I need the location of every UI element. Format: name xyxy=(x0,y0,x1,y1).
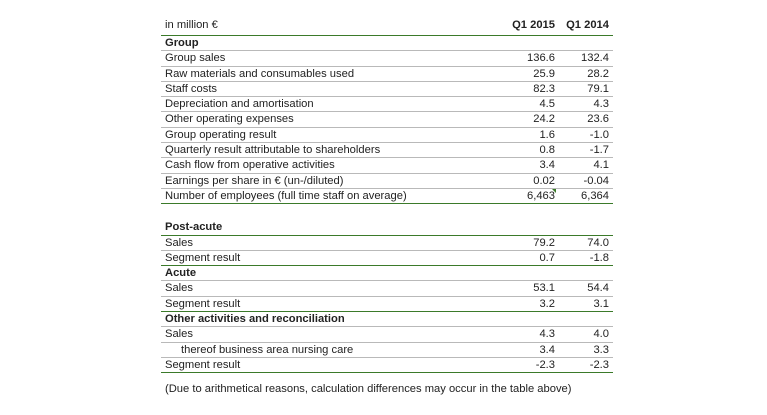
table-row xyxy=(161,112,613,127)
value-q1-2014: -0.04 xyxy=(583,174,609,187)
value-q1-2014: 132.4 xyxy=(581,52,609,65)
value-q1-2014: 23.6 xyxy=(587,113,609,126)
value-q1-2014: -1.8 xyxy=(589,251,609,264)
table-row xyxy=(161,97,613,112)
row-label: Sales xyxy=(165,282,193,295)
value-q1-2015: 4.5 xyxy=(539,98,555,111)
value-q1-2015: -2.3 xyxy=(535,358,555,371)
value-q1-2014: 79.1 xyxy=(587,82,609,95)
section-title: Other activities and reconciliation xyxy=(165,313,345,326)
table-row xyxy=(161,189,613,204)
table-row xyxy=(161,251,613,266)
value-q1-2015: 82.3 xyxy=(533,82,555,95)
value-q1-2015: 24.2 xyxy=(533,113,555,126)
row-label: Raw materials and consumables used xyxy=(165,67,355,80)
footnote: (Due to arithmetical reasons, calculation differences may occur in the table above) xyxy=(165,383,572,396)
value-q1-2015: 3.4 xyxy=(539,159,555,172)
row-label: Segment result xyxy=(165,251,241,264)
row-label: Depreciation and amortisation xyxy=(165,98,314,111)
col-header-q1-2014: Q1 2014 xyxy=(566,19,609,31)
row-label: thereof business area nursing care xyxy=(181,343,354,356)
table-row xyxy=(161,358,613,373)
row-label: Other operating expenses xyxy=(165,113,294,126)
financial-table xyxy=(161,0,613,395)
value-q1-2014: 6,364 xyxy=(581,189,609,202)
table-row xyxy=(161,297,613,312)
value-q1-2015: 3.2 xyxy=(539,297,555,310)
table-row xyxy=(161,143,613,158)
section-title: Acute xyxy=(165,267,197,280)
section-title: Group xyxy=(165,37,199,49)
value-q1-2015: 136.6 xyxy=(527,52,555,65)
row-label: Quarterly result attributable to shareholders xyxy=(165,144,381,157)
table-row xyxy=(161,82,613,97)
value-q1-2015: 3.4 xyxy=(539,343,555,356)
table-row xyxy=(161,281,613,296)
row-label: Staff costs xyxy=(165,82,218,95)
value-q1-2015: 53.1 xyxy=(533,282,555,295)
value-q1-2014: 74.0 xyxy=(587,236,609,249)
section-spacer xyxy=(161,204,613,220)
row-label: Segment result xyxy=(165,358,241,371)
row-label: Number of employees (full time staff on average) xyxy=(165,189,407,202)
table-row xyxy=(161,158,613,173)
row-label: Group sales xyxy=(165,52,226,65)
section-title: Post-acute xyxy=(165,221,223,234)
section-title-acute xyxy=(161,266,613,281)
section-title-post-acute xyxy=(161,220,613,235)
value-q1-2014: -2.3 xyxy=(589,358,609,371)
value-q1-2015: 0.02 xyxy=(533,174,555,187)
row-label: Sales xyxy=(165,236,193,249)
value-q1-2015: 0.8 xyxy=(539,144,555,157)
row-label: Earnings per share in € (un-/diluted) xyxy=(165,174,344,187)
value-q1-2015: 4.3 xyxy=(539,328,555,341)
table-row xyxy=(161,128,613,143)
value-q1-2015: 6,463 xyxy=(527,189,555,202)
table-row xyxy=(161,236,613,251)
value-q1-2015: 0.7 xyxy=(539,251,555,264)
value-q1-2015: 1.6 xyxy=(539,128,555,141)
value-q1-2014: -1.0 xyxy=(589,128,609,141)
table-header xyxy=(161,14,613,36)
table-row xyxy=(161,51,613,66)
row-label: Cash flow from operative activities xyxy=(165,159,335,172)
table-row xyxy=(161,174,613,189)
table-row xyxy=(161,327,613,342)
value-q1-2014: 28.2 xyxy=(587,67,609,80)
value-q1-2014: 3.3 xyxy=(593,343,609,356)
section-title-group xyxy=(161,36,613,51)
value-q1-2014: 4.1 xyxy=(593,159,609,172)
value-q1-2014: 4.0 xyxy=(593,328,609,341)
unit-label: in million € xyxy=(165,19,218,31)
row-label: Sales xyxy=(165,328,193,341)
section-title-other xyxy=(161,312,613,327)
col-header-q1-2015: Q1 2015 xyxy=(512,19,555,31)
value-q1-2014: 3.1 xyxy=(593,297,609,310)
row-label: Group operating result xyxy=(165,128,277,141)
value-q1-2014: 4.3 xyxy=(593,98,609,111)
row-label: Segment result xyxy=(165,297,241,310)
table-row xyxy=(161,67,613,82)
value-q1-2014: 54.4 xyxy=(587,282,609,295)
value-q1-2015: 79.2 xyxy=(533,236,555,249)
value-q1-2015: 25.9 xyxy=(533,67,555,80)
table-row xyxy=(161,343,613,358)
value-q1-2014: -1.7 xyxy=(589,144,609,157)
